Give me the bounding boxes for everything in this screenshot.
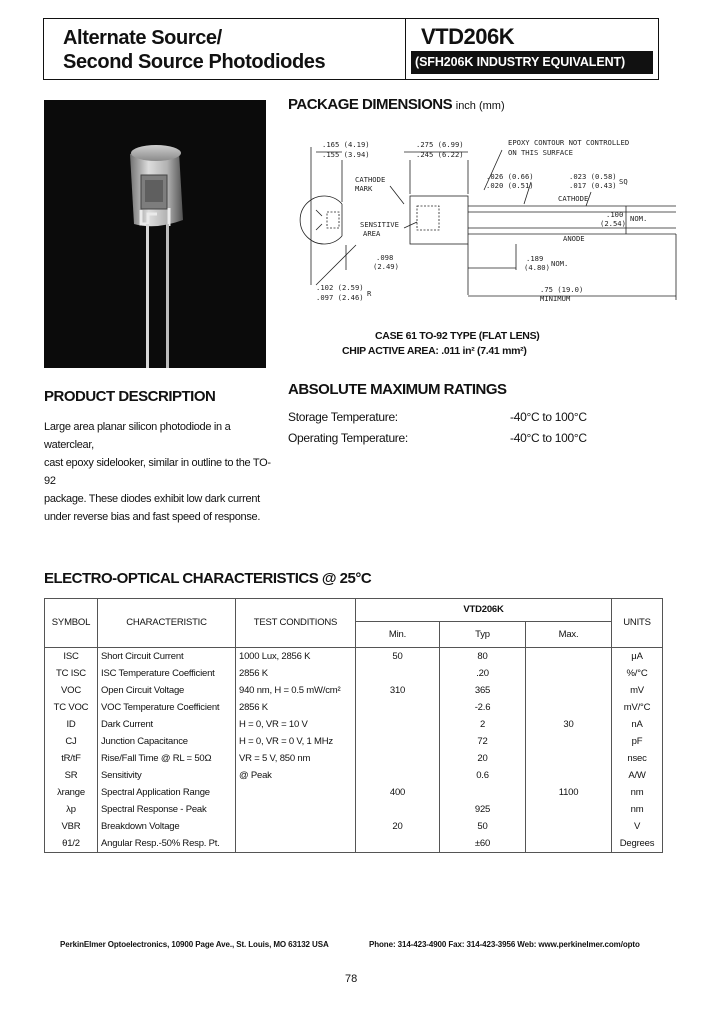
description-line: under reverse bias and fast speed of response. [44, 511, 261, 523]
table-cell-min [356, 835, 440, 853]
col-min: Min. [356, 622, 440, 648]
radius-label: R [367, 289, 372, 298]
col-part: VTD206K [356, 599, 612, 622]
electro-optical-table [44, 598, 663, 853]
table-row [45, 699, 663, 716]
table-cell-units: %/°C [612, 665, 663, 682]
table-cell-max [526, 699, 612, 716]
header-part-block [406, 19, 658, 79]
table-cell-symbol: TC ISC [45, 665, 98, 682]
table-row [45, 750, 663, 767]
epoxy-note-2: ON THIS SURFACE [508, 148, 573, 157]
table-cell-symbol: λrange [45, 784, 98, 801]
anode-label: ANODE [563, 234, 585, 243]
table-cell-symbol: TC VOC [45, 699, 98, 716]
table-cell-units: nm [612, 801, 663, 818]
table-cell-max [526, 750, 612, 767]
product-photo [44, 100, 266, 368]
table-cell-conditions: VR = 5 V, 850 nm [236, 750, 356, 767]
table-cell-typ: 50 [440, 818, 526, 835]
table-cell-characteristic: Breakdown Voltage [98, 818, 236, 835]
table-cell-conditions [236, 801, 356, 818]
sensitive-area-1: SENSITIVE [360, 220, 399, 229]
table-cell-min: 50 [356, 648, 440, 666]
electro-optical-heading: ELECTRO-OPTICAL CHARACTERISTICS @ 25°C [44, 570, 372, 587]
dim-254: (2.54) [600, 219, 626, 228]
product-description-heading: PRODUCT DESCRIPTION [44, 388, 216, 405]
cathode-mark-1: CATHODE [355, 175, 386, 184]
product-description [44, 418, 280, 526]
package-heading-text: PACKAGE DIMENSIONS [288, 96, 453, 113]
table-cell-symbol: VOC [45, 682, 98, 699]
package-units: inch (mm) [455, 100, 505, 112]
dim-102: .102 (2.59) [316, 283, 364, 292]
cathode-mark-2: MARK [355, 184, 373, 193]
dim-026: .026 (0.66) [486, 172, 534, 181]
table-cell-units: V [612, 818, 663, 835]
dim-245: .245 (6.22) [416, 150, 464, 159]
dim-098: .098 [376, 253, 394, 262]
table-cell-characteristic: ISC Temperature Coefficient [98, 665, 236, 682]
table-row [45, 818, 663, 835]
table-cell-max [526, 733, 612, 750]
dim-189: .189 [526, 254, 544, 263]
description-line: package. These diodes exhibit low dark current [44, 493, 260, 505]
table-cell-min [356, 733, 440, 750]
description-line: Large area planar silicon photodiode in a waterclear, [44, 421, 231, 451]
table-cell-units: μA [612, 648, 663, 666]
absolute-max-heading: ABSOLUTE MAXIMUM RATINGS [288, 381, 507, 398]
epoxy-note-1: EPOXY CONTOUR NOT CONTROLLED [508, 138, 630, 147]
table-cell-min [356, 767, 440, 784]
nom-label-2: NOM. [551, 259, 569, 268]
table-cell-typ: 0.6 [440, 767, 526, 784]
storage-temp-value: -40°C to 100°C [510, 410, 587, 424]
table-cell-min: 400 [356, 784, 440, 801]
table-cell-symbol: ID [45, 716, 98, 733]
table-cell-typ: 72 [440, 733, 526, 750]
header-title-block [44, 19, 406, 79]
table-cell-units: pF [612, 733, 663, 750]
table-cell-conditions: H = 0, VR = 10 V [236, 716, 356, 733]
table-cell-conditions: 2856 K [236, 699, 356, 716]
table-cell-conditions: 2856 K [236, 665, 356, 682]
table-row [45, 682, 663, 699]
table-cell-conditions: @ Peak [236, 767, 356, 784]
description-line: cast epoxy sidelooker, similar in outline to the TO-92 [44, 457, 271, 487]
dim-100: .100 [606, 210, 624, 219]
header-title-line2: Second Source Photodiodes [63, 51, 326, 73]
table-cell-typ: 80 [440, 648, 526, 666]
dim-020: .020 (0.51) [486, 181, 534, 190]
table-cell-symbol: ISC [45, 648, 98, 666]
page-number: 78 [345, 973, 358, 985]
dim-165: .165 (4.19) [322, 140, 370, 149]
col-typ: Typ [440, 622, 526, 648]
table-cell-conditions [236, 784, 356, 801]
table-header-row [45, 599, 663, 622]
operating-temp-value: -40°C to 100°C [510, 431, 587, 445]
table-cell-conditions: 1000 Lux, 2856 K [236, 648, 356, 666]
table-cell-typ: 925 [440, 801, 526, 818]
table-cell-max [526, 648, 612, 666]
package-heading [288, 96, 505, 113]
table-cell-typ: 365 [440, 682, 526, 699]
table-cell-conditions [236, 835, 356, 853]
table-cell-characteristic: Spectral Response - Peak [98, 801, 236, 818]
col-test-conditions: TEST CONDITIONS [236, 599, 356, 648]
table-cell-conditions: 940 nm, H = 0.5 mW/cm² [236, 682, 356, 699]
table-cell-characteristic: Rise/Fall Time @ RL = 50Ω [98, 750, 236, 767]
table-cell-typ: .20 [440, 665, 526, 682]
cathode-label: CATHODE [558, 194, 589, 203]
table-cell-min: 310 [356, 682, 440, 699]
footer-company: PerkinElmer Optoelectronics, 10900 Page Ave., St. Louis, MO 63132 USA [60, 940, 329, 949]
dim-480: (4.80) [524, 263, 550, 272]
table-cell-characteristic: Spectral Application Range [98, 784, 236, 801]
minimum-label: MINIMUM [540, 294, 571, 303]
table-row [45, 767, 663, 784]
header-box [43, 18, 659, 80]
table-cell-symbol: λp [45, 801, 98, 818]
table-row [45, 784, 663, 801]
dim-275: .275 (6.99) [416, 140, 464, 149]
table-row [45, 716, 663, 733]
photodiode-image [44, 100, 266, 368]
table-cell-characteristic: VOC Temperature Coefficient [98, 699, 236, 716]
table-cell-min [356, 699, 440, 716]
dim-023: .023 (0.58) [569, 172, 617, 181]
table-cell-characteristic: Sensitivity [98, 767, 236, 784]
table-row [45, 835, 663, 853]
col-max: Max. [526, 622, 612, 648]
table-cell-typ [440, 784, 526, 801]
table-cell-characteristic: Junction Capacitance [98, 733, 236, 750]
chip-active-area: CHIP ACTIVE AREA: .011 in² (7.41 mm²) [342, 345, 527, 357]
dim-249: (2.49) [373, 262, 399, 271]
operating-temp-label: Operating Temperature: [288, 431, 408, 445]
col-symbol: SYMBOL [45, 599, 98, 648]
footer-contact: Phone: 314-423-4900 Fax: 314-423-3956 Web: www.perkinelmer.com/opto [369, 940, 640, 949]
table-cell-min: 20 [356, 818, 440, 835]
table-cell-units: nsec [612, 750, 663, 767]
table-cell-conditions [236, 818, 356, 835]
header-title-line1: Alternate Source/ [63, 27, 222, 49]
package-drawing [286, 120, 686, 320]
table-cell-max [526, 665, 612, 682]
sensitive-area-2: AREA [363, 229, 381, 238]
table-cell-min [356, 801, 440, 818]
table-cell-symbol: CJ [45, 733, 98, 750]
table-row [45, 665, 663, 682]
table-cell-units: nA [612, 716, 663, 733]
dim-017: .017 (0.43) [569, 181, 617, 190]
table-cell-symbol: SR [45, 767, 98, 784]
dim-097: .097 (2.46) [316, 293, 364, 302]
case-type: CASE 61 TO-92 TYPE (FLAT LENS) [375, 330, 540, 342]
table-cell-characteristic: Dark Current [98, 716, 236, 733]
table-cell-symbol: θ1/2 [45, 835, 98, 853]
table-cell-max [526, 801, 612, 818]
table-cell-units: Degrees [612, 835, 663, 853]
table-cell-min [356, 716, 440, 733]
table-cell-symbol: VBR [45, 818, 98, 835]
table-cell-units: A/W [612, 767, 663, 784]
table-cell-min [356, 665, 440, 682]
table-cell-max [526, 767, 612, 784]
table-cell-units: mV [612, 682, 663, 699]
dim-155: .155 (3.94) [322, 150, 370, 159]
table-row [45, 801, 663, 818]
table-row [45, 648, 663, 666]
table-cell-max [526, 682, 612, 699]
industry-equivalent: (SFH206K INDUSTRY EQUIVALENT) [411, 51, 653, 74]
table-cell-max: 30 [526, 716, 612, 733]
table-cell-characteristic: Short Circuit Current [98, 648, 236, 666]
table-cell-max: 1100 [526, 784, 612, 801]
dim-sq: SQ [619, 177, 628, 186]
table-cell-typ: -2.6 [440, 699, 526, 716]
storage-temp-label: Storage Temperature: [288, 410, 398, 424]
col-characteristic: CHARACTERISTIC [98, 599, 236, 648]
table-cell-units: mV/°C [612, 699, 663, 716]
part-number: VTD206K [421, 24, 515, 49]
table-cell-min [356, 750, 440, 767]
nom-label-1: NOM. [630, 214, 648, 223]
table-cell-conditions: H = 0, VR = 0 V, 1 MHz [236, 733, 356, 750]
table-cell-typ: ±60 [440, 835, 526, 853]
table-cell-characteristic: Open Circuit Voltage [98, 682, 236, 699]
table-cell-units: nm [612, 784, 663, 801]
table-cell-max [526, 818, 612, 835]
table-cell-typ: 20 [440, 750, 526, 767]
col-units: UNITS [612, 599, 663, 648]
table-cell-typ: 2 [440, 716, 526, 733]
dim-75: .75 (19.0) [540, 285, 584, 294]
table-cell-max [526, 835, 612, 853]
table-cell-symbol: tR/tF [45, 750, 98, 767]
table-row [45, 733, 663, 750]
table-cell-characteristic: Angular Resp.-50% Resp. Pt. [98, 835, 236, 853]
